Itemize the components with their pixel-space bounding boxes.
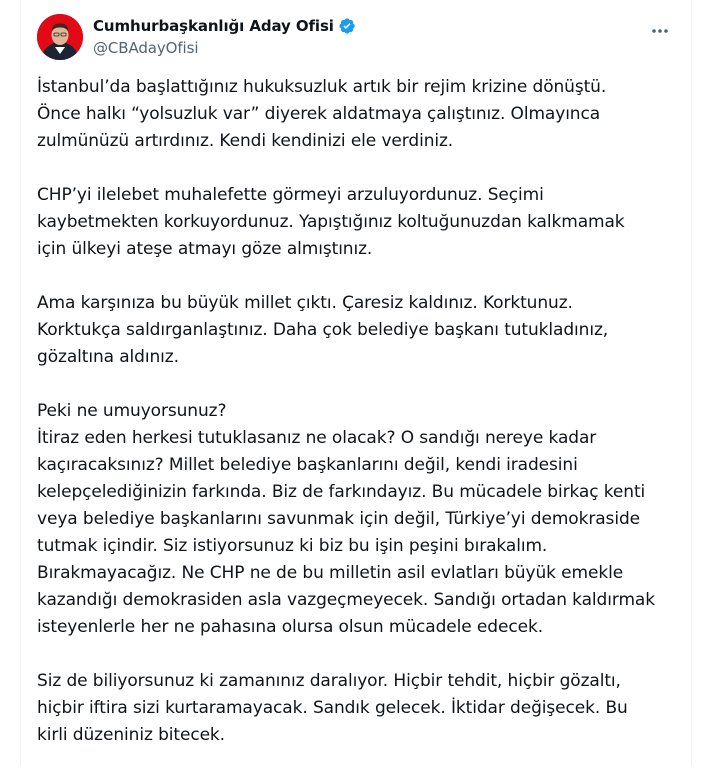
tweet-line: Siz de biliyorsunuz ki zamanınız daralıyor. Hiçbir tehdit, hiçbir gözaltı, <box>37 671 621 691</box>
tweet-paragraph <box>37 290 687 371</box>
more-options-icon <box>650 21 670 41</box>
tweet-line: Korktukça saldırganlaştınız. Daha çok belediye başkanı tutukladınız, <box>37 320 609 340</box>
tweet-line: Ama karşınıza bu büyük millet çıktı. Çaresiz kaldınız. Korktunuz. <box>37 293 573 313</box>
tweet-text <box>37 74 687 776</box>
tweet-line: için ülkeyi ateşe atmayı göze almıştınız. <box>37 239 373 259</box>
tweet-line: Peki ne umuyorsunuz? <box>37 401 227 421</box>
display-name[interactable]: Cumhurbaşkanlığı Aday Ofisi <box>93 17 334 35</box>
tweet-line: İtiraz eden herkesi tutuklasanız ne olacak? O sandığı nereye kadar <box>37 428 597 448</box>
tweet-line: kelepçelediğinizin farkında. Biz de farkındayız. Bu mücadele birkaç kenti <box>37 482 646 502</box>
tweet-line: Önce halkı “yolsuzluk var” diyerek aldatmaya çalıştınız. Olmayınca <box>37 104 601 124</box>
tweet-paragraph <box>37 182 687 263</box>
tweet-paragraph <box>37 668 687 749</box>
author-info <box>93 15 356 57</box>
tweet-paragraph <box>37 398 687 641</box>
tweet-line: kirli düzeniniz bitecek. <box>37 725 225 745</box>
tweet-line: tutmak içindir. Siz istiyorsunuz ki biz bu işin peşini bırakalım. <box>37 536 548 556</box>
verified-badge-icon[interactable] <box>338 17 356 35</box>
tweet-line: gözaltına aldınız. <box>37 347 179 367</box>
tweet-header <box>37 12 675 62</box>
tweet-line: isteyenlerle her ne pahasına olursa olsun mücadele edecek. <box>37 617 543 637</box>
more-options-button[interactable] <box>645 16 675 46</box>
tweet-line: CHP’yi ilelebet muhalefette görmeyi arzuluyordunuz. Seçimi <box>37 185 544 205</box>
handle[interactable]: @CBAdayOfisi <box>93 39 199 57</box>
tweet-line: kazandığı demokrasiden asla vazgeçmeyecek. Sandığı ortadan kaldırmak <box>37 590 655 610</box>
tweet-line: Bırakmayacağız. Ne CHP ne de bu milletin asil evlatları büyük emekle <box>37 563 624 583</box>
tweet-line: İstanbul’da başlattığınız hukuksuzluk artık bir rejim krizine dönüştü. <box>37 77 607 97</box>
tweet-paragraph <box>37 74 687 155</box>
tweet-line: veya belediye başkanlarını savunmak için değil, Türkiye’yi demokraside <box>37 509 640 529</box>
avatar-portrait-icon <box>37 14 83 60</box>
tweet-line: hiçbir iftira sizi kurtaramayacak. Sandık gelecek. İktidar değişecek. Bu <box>37 698 628 718</box>
avatar[interactable] <box>37 14 83 60</box>
tweet-line: zulmünüzü artırdınız. Kendi kendinizi ele verdiniz. <box>37 131 454 151</box>
display-name-row <box>93 15 356 37</box>
tweet-line: kaçıracaksınız? Millet belediye başkanlarını değil, kendi iradesini <box>37 455 578 475</box>
tweet-card <box>20 0 692 766</box>
tweet-line: kaybetmekten korkuyordunuz. Yapıştığınız koltuğunuzdan kalkmamak <box>37 212 625 232</box>
